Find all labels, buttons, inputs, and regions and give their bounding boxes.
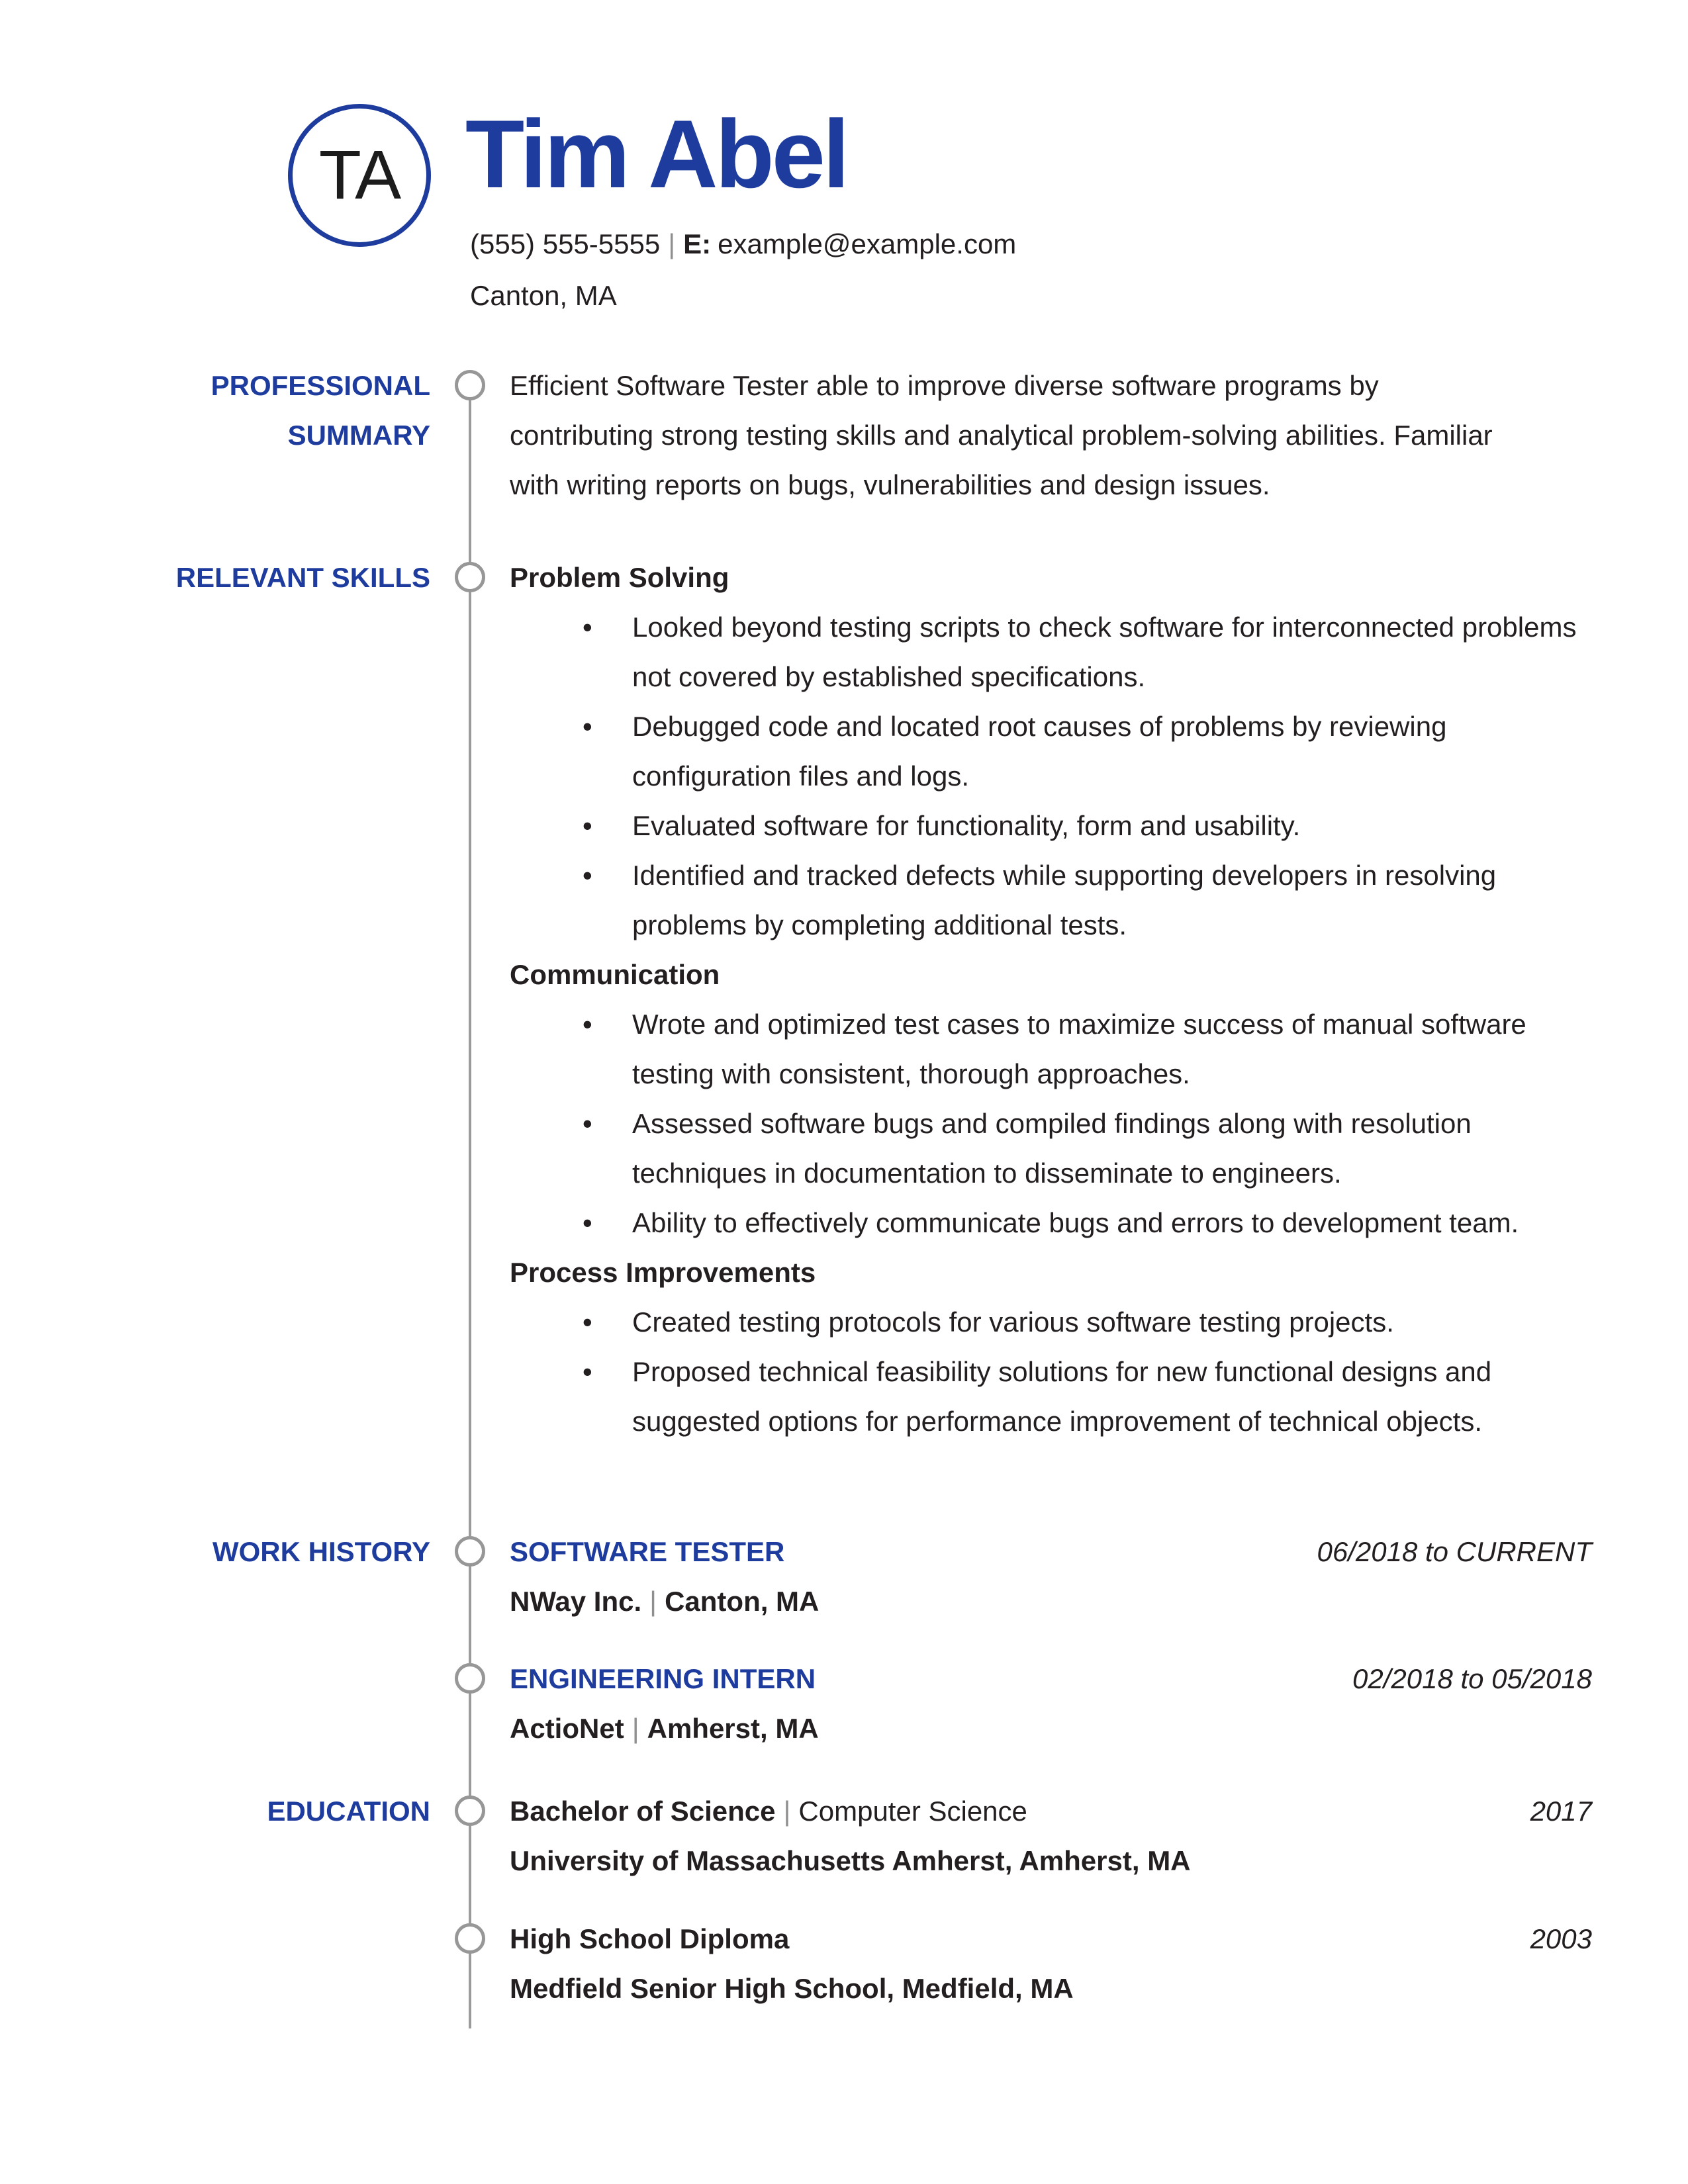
section-work-history — [0, 1527, 1688, 1626]
bullet-item: • Created testing protocols for various software testing projects. — [632, 1297, 1592, 1347]
timeline-marker — [455, 1923, 485, 1954]
job-dates: 06/2018 to CURRENT — [1317, 1536, 1592, 1567]
skill-bullet-list — [510, 1297, 1592, 1446]
company-location: Amherst, MA — [647, 1713, 819, 1744]
email-label: E: — [683, 228, 712, 259]
section-label-relevant-skills: RELEVANT SKILLS — [175, 562, 430, 593]
education-year: 2017 — [1530, 1796, 1592, 1827]
job-entry-row — [0, 1654, 1688, 1753]
degree-field: Computer Science — [798, 1796, 1027, 1827]
timeline-marker — [455, 1536, 485, 1567]
avatar — [288, 104, 431, 247]
avatar-initials: TA — [318, 136, 400, 214]
education-entry — [510, 1786, 1592, 1886]
bullet-item: • Evaluated software for functionality, form and usability. — [632, 801, 1592, 850]
page-title: Tim Abel — [465, 100, 847, 208]
company-location: Canton, MA — [665, 1586, 820, 1617]
school-name: University of Massachusetts Amherst, Amherst, MA — [510, 1845, 1191, 1876]
bullet-item: • Ability to effectively communicate bugs and errors to development team. — [632, 1198, 1592, 1248]
bullet-item: • Proposed technical feasibility solutions for new functional designs and suggested options for performance improvement of technical objects. — [632, 1347, 1592, 1446]
section-relevant-skills — [0, 553, 1688, 1446]
bullet-item: • Wrote and optimized test cases to maximize success of manual software testing with consistent, thorough approaches. — [632, 999, 1592, 1099]
bullet-item: • Debugged code and located root causes of problems by reviewing configuration files and logs. — [632, 702, 1592, 801]
separator: | — [668, 228, 676, 259]
timeline-marker — [455, 562, 485, 592]
section-professional-summary — [0, 361, 1688, 510]
section-education — [0, 1786, 1688, 1886]
section-label-education: EDUCATION — [267, 1796, 430, 1827]
company-name: NWay Inc. — [510, 1586, 642, 1617]
skill-group-title: Problem Solving — [510, 562, 729, 593]
school-name: Medfield Senior High School, Medfield, MA — [510, 1973, 1074, 2004]
resume-body — [0, 361, 1688, 2030]
job-dates: 02/2018 to 05/2018 — [1352, 1663, 1592, 1694]
education-entry — [510, 1914, 1592, 2013]
separator: | — [783, 1796, 791, 1827]
timeline-marker — [455, 1663, 485, 1694]
job-title: ENGINEERING INTERN — [510, 1663, 816, 1694]
skill-group-title: Communication — [510, 959, 720, 990]
degree-name: High School Diploma — [510, 1923, 790, 1954]
contact-block — [470, 218, 1016, 322]
phone-number: (555) 555-5555 — [470, 228, 661, 259]
bullet-item: • Assessed software bugs and compiled findings along with resolution techniques in documentation to disseminate to engineers. — [632, 1099, 1592, 1198]
section-label-work-history: WORK HISTORY — [212, 1536, 430, 1567]
job-entry — [510, 1654, 1592, 1753]
timeline-line — [469, 386, 471, 2028]
skill-bullet-list — [510, 602, 1592, 950]
email-address: example@example.com — [718, 228, 1017, 259]
job-entry — [510, 1527, 1592, 1626]
skills-content — [510, 553, 1592, 1446]
education-entry-row — [0, 1914, 1688, 2013]
job-company-line — [510, 1576, 1592, 1626]
degree-name: Bachelor of Science — [510, 1796, 776, 1827]
separator: | — [632, 1713, 639, 1744]
job-title: SOFTWARE TESTER — [510, 1536, 785, 1567]
timeline-marker — [455, 370, 485, 400]
job-company-line — [510, 1704, 1592, 1753]
skill-group-title: Process Improvements — [510, 1257, 816, 1288]
section-label-professional-summary: PROFESSIONAL SUMMARY — [211, 370, 430, 451]
skill-bullet-list — [510, 999, 1592, 1248]
summary-text: Efficient Software Tester able to improve diverse software programs by contributing strong testing skills and analytical problem-solving abilities. Familiar with writing reports on bugs, vulnerabilities and design issues. — [510, 370, 1493, 500]
timeline-marker — [455, 1796, 485, 1826]
bullet-item: • Identified and tracked defects while supporting developers in resolving problems by completing additional tests. — [632, 850, 1592, 950]
company-name: ActioNet — [510, 1713, 624, 1744]
separator: | — [649, 1586, 657, 1617]
location-line: Canton, MA — [470, 280, 617, 311]
education-year: 2003 — [1530, 1923, 1592, 1954]
bullet-item: • Looked beyond testing scripts to check software for interconnected problems not covered by established specifications. — [632, 602, 1592, 702]
contact-line — [470, 218, 1016, 270]
